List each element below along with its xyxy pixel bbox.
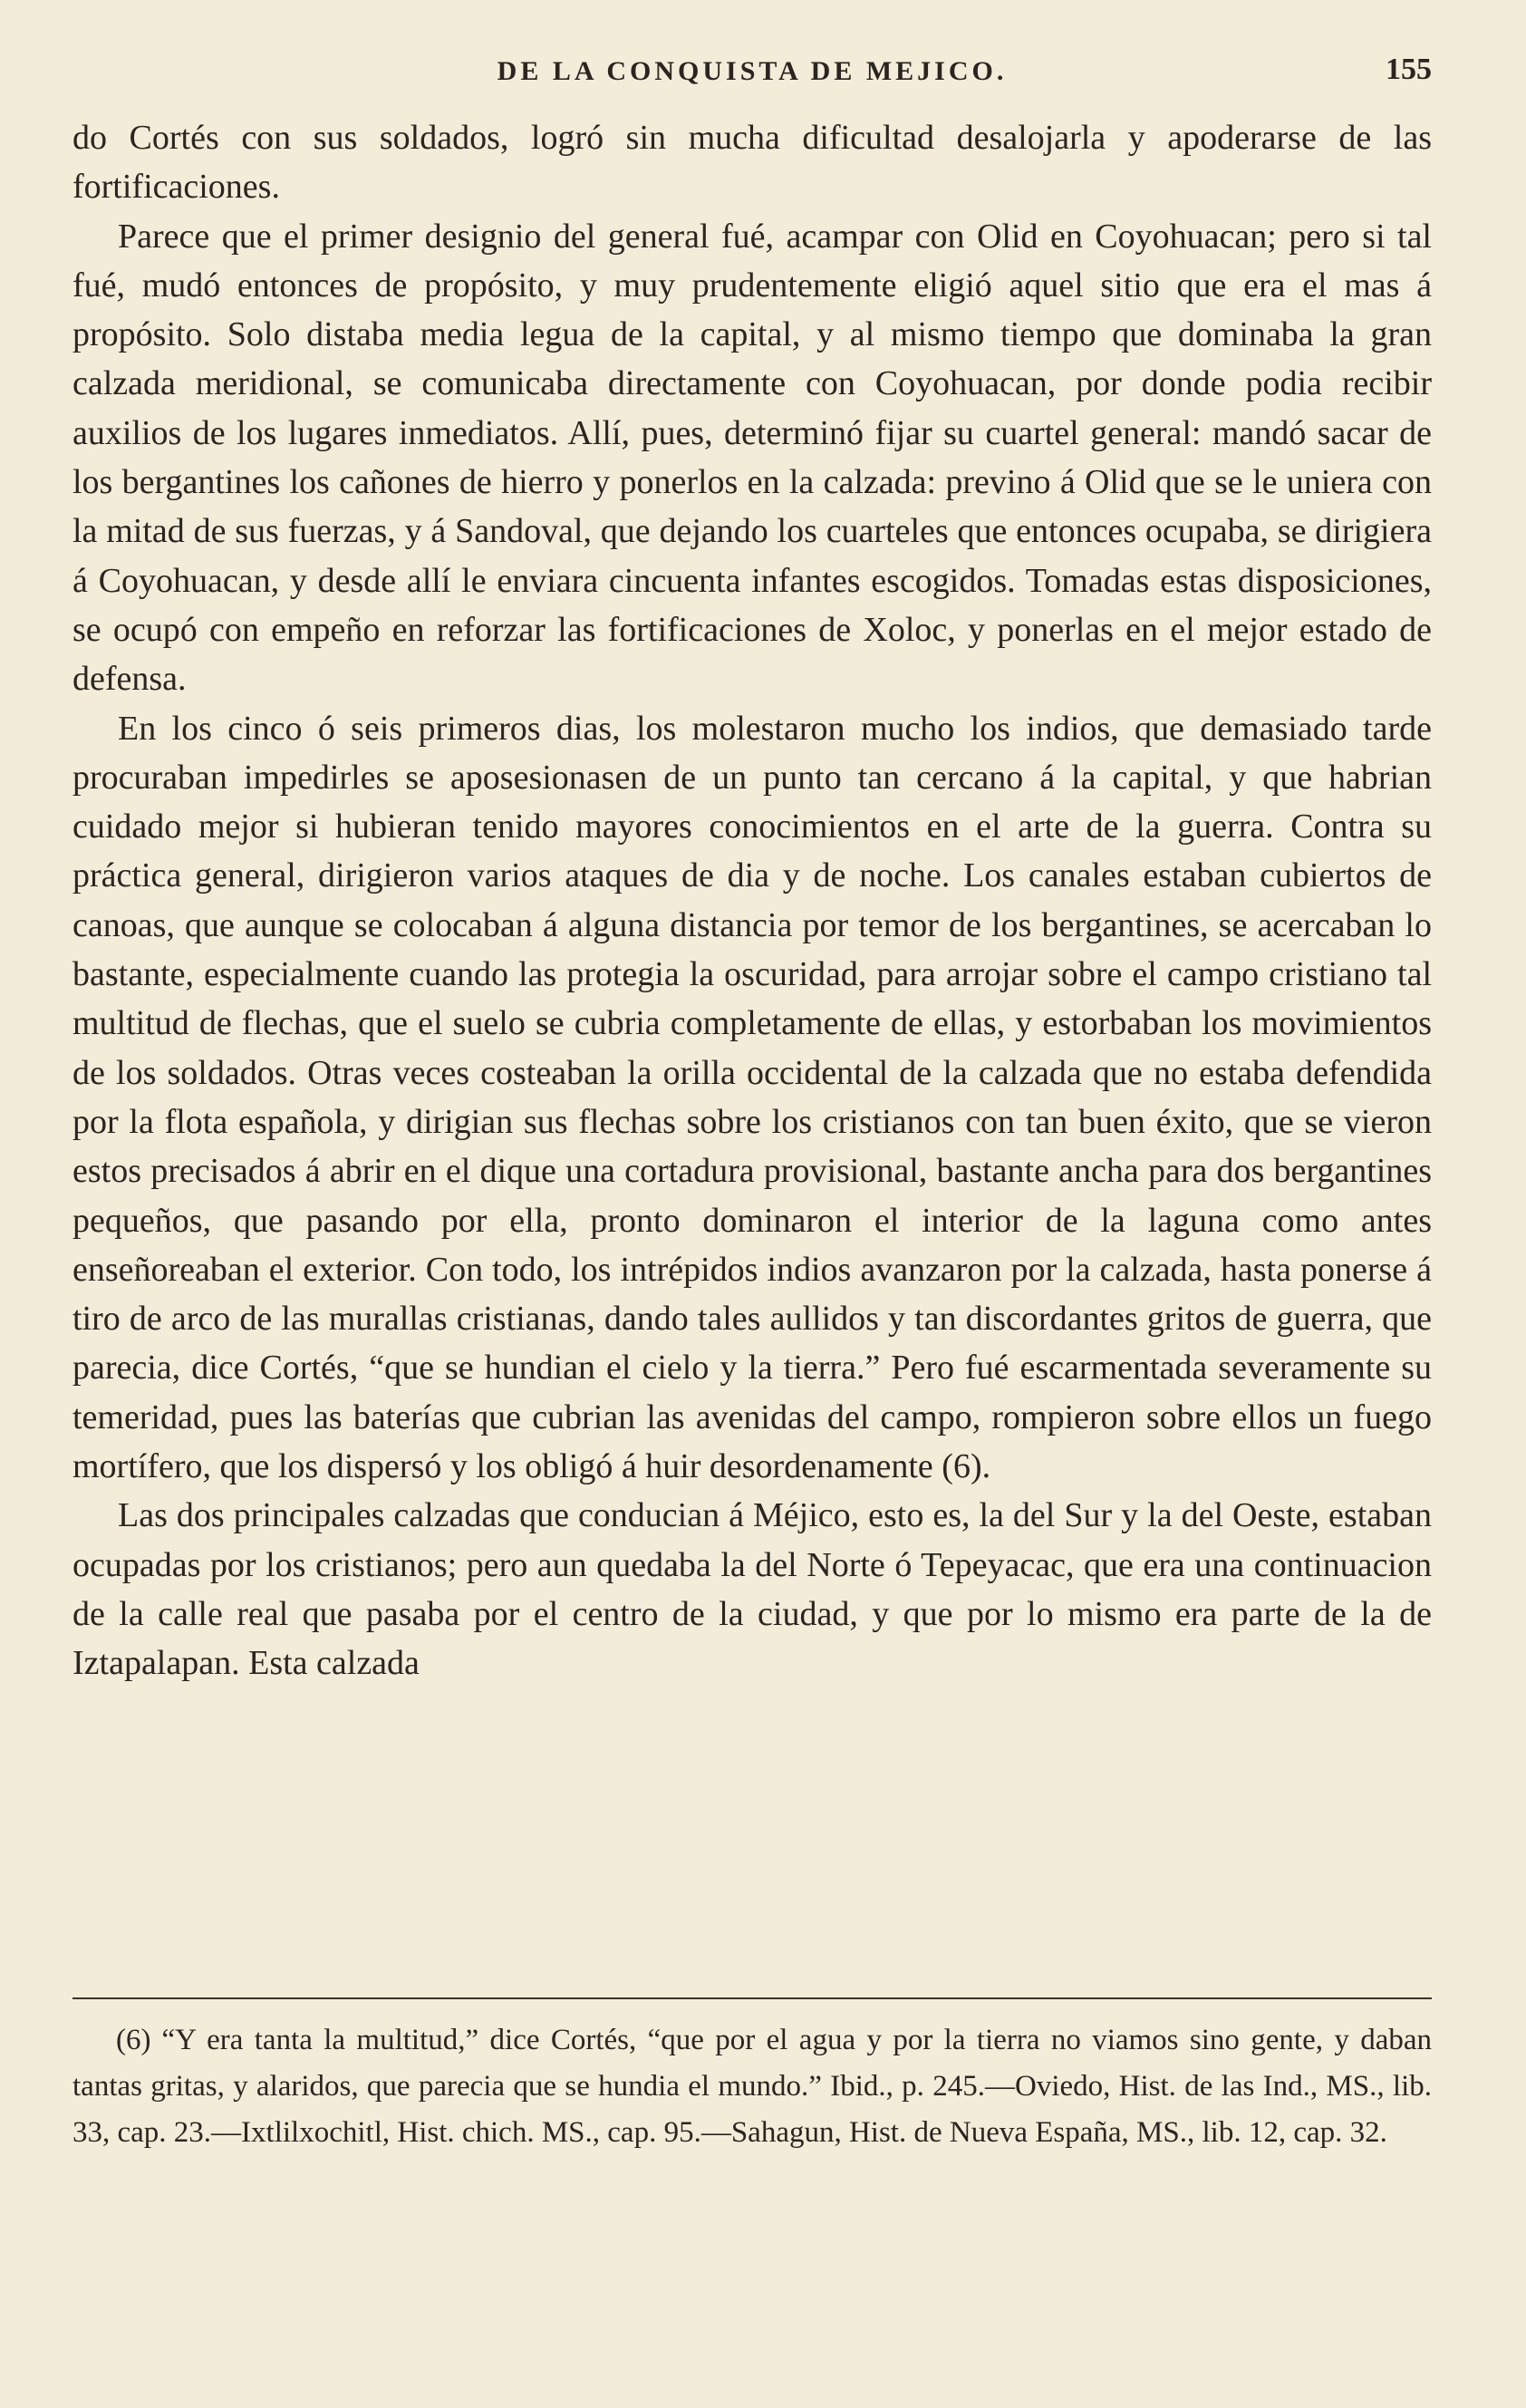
body-text xyxy=(72,113,1432,1688)
paragraph: Parece que el primer designio del general fué, acampar con Olid en Coyohuacan; pero si tal fué, mudó entonces de propósito, y muy prudentemente eligió aquel sitio que era el mas á propósito. Solo distaba media legua de la capital, y al mismo tiempo que dominaba la gran calzada meridional, se comunicaba directamente con Coyohuacan, por donde podia recibir auxilios de los lugares inmediatos. Allí, pues, determinó fijar su cuartel general: mandó sacar de los bergantines los cañones de hierro y ponerlos en la calzada: previno á Olid que se le uniera con la mitad de sus fuerzas, y á Sandoval, que dejando los cuarteles que entonces ocupaba, se dirigiera á Coyohuacan, y desde allí le enviara cincuenta infantes escogidos. Tomadas estas disposiciones, se ocupó con empeño en reforzar las fortificaciones de Xoloc, y ponerlas en el mejor estado de defensa. xyxy=(72,217,1432,699)
paragraph: Las dos principales calzadas que conducian á Méjico, esto es, la del Sur y la del Oeste, estaban ocupadas por los cristianos; pero aun quedaba la del Norte ó Tepeyacac, que era una continuacion de la calle real que pasaba por el centro de la ciudad, y que por lo mismo era parte de la de Iztapalapan. Esta calzada xyxy=(72,1496,1432,1683)
page-number: 155 xyxy=(1386,53,1432,86)
footnote-divider xyxy=(72,1997,1432,1999)
paragraph-continuation: do Cortés con sus soldados, logró sin mucha dificultad desalojarla y apoderarse de las fortificaciones. xyxy=(72,119,1432,207)
footnote-paragraph xyxy=(72,2017,1432,2156)
running-head xyxy=(72,53,1432,92)
footnote xyxy=(72,2017,1432,2156)
paragraph: En los cinco ó seis primeros dias, los molestaron mucho los indios, que demasiado tarde procuraban impedirles se aposesionasen de un punto tan cercano á la capital, y que habrian cuidado mejor si hubieran tenido mayores conocimientos en el arte de la guerra. Contra su práctica general, dirigieron varios ataques de dia y de noche. Los canales estaban cubiertos de canoas, que aunque se colocaban á alguna distancia por temor de los bergantines, se acercaban lo bastante, especialmente cuando las protegia la oscuridad, para arrojar sobre el campo cristiano tal multitud de flechas, que el suelo se cubria completamente de ellas, y estorbaban los movimientos de los soldados. Otras veces costeaban la orilla occidental de la calzada que no estaba defendida por la flota española, y dirigian sus flechas sobre los cristianos con tan buen éxito, que se vieron estos precisados á abrir en el dique una cortadura provisional, bastante ancha para dos bergantines pequeños, que pasando por ella, pronto dominaron el interior de la laguna como antes enseñoreaban el exterior. Con todo, los intrépidos indios avanzaron por la calzada, hasta ponerse á tiro de arco de las murallas cristianas, dando tales aullidos y tan discordantes gritos de guerra, que parecia, dice Cortés, “que se hundian el cielo y la tierra.” Pero fué escarmentada severamente su temeridad, pues las baterías que cubrian las avenidas del campo, rompieron sobre ellos un fuego mortífero, que los dispersó y los obligó á huir desordenamente (6). xyxy=(72,709,1432,1486)
footnote-text: “Y era tanta la multitud,” dice Cortés, “que por el agua y por la tierra no viamos sino gente, y daban tantas gritas, y alaridos, que parecia que se hundia el mundo.” Ibid., p. 245.—Oviedo, Hist. de las Ind., MS., lib. 33, cap. 23.—Ixtlilxochitl, Hist. chich. MS., cap. 95.—Sahagun, Hist. de Nueva España, MS., lib. 12, cap. 32. xyxy=(72,2024,1432,2149)
running-title: DE LA CONQUISTA DE MEJICO. xyxy=(497,56,1008,86)
footnote-marker: (6) xyxy=(116,2024,151,2056)
